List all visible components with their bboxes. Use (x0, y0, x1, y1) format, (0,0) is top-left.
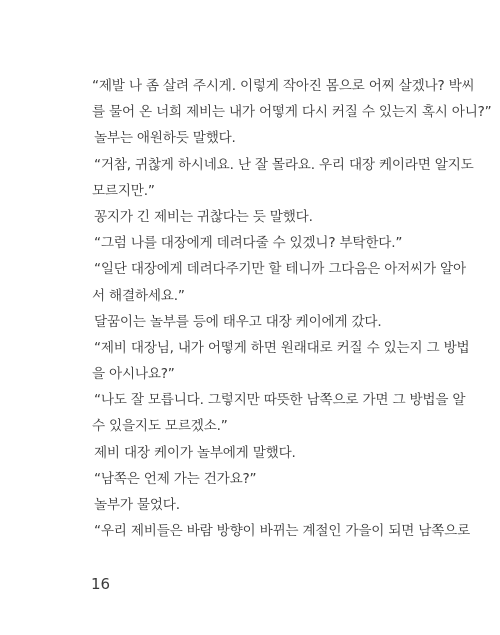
body-text (92, 73, 492, 544)
text-line: “일단 대장에게 데려다주기만 할 테니까 그다음은 아저씨가 알아 (94, 261, 466, 278)
text-line: 를 물어 온 너희 제비는 내가 어떻게 다시 커질 수 있는지 혹시 아니?” (92, 104, 492, 121)
text-line: 을 아시나요?” (92, 366, 175, 383)
text-line: 놀부는 애원하듯 말했다. (94, 130, 236, 147)
text-line: 꽁지가 긴 제비는 귀찮다는 듯 말했다. (94, 208, 313, 225)
text-line: 제비 대장 케이가 놀부에게 말했다. (94, 444, 296, 461)
text-line: “남쪽은 언제 가는 건가요?” (94, 470, 257, 487)
text-line: “제비 대장님, 내가 어떻게 하면 원래대로 커질 수 있는지 그 방법 (94, 339, 470, 356)
text-line: “제발 나 좀 살려 주시게. 이렇게 작아진 몸으로 어찌 살겠나? 박씨 (92, 78, 475, 94)
text-line: 모르지만.” (92, 182, 155, 199)
text-line: 서 해결하세요.” (92, 287, 185, 304)
text-line: “나도 잘 모릅니다. 그렇지만 따뜻한 남쪽으로 가면 그 방법을 알 (94, 392, 466, 409)
page-number: 16 (91, 575, 111, 593)
text-line: “우리 제비들은 바람 방향이 바뀌는 계절인 가을이 되면 남쪽으로 (94, 523, 471, 540)
text-line: 수 있을지도 모르겠소.” (92, 418, 228, 435)
text-line: “그럼 나를 대장에게 데려다줄 수 있겠니? 부탁한다.” (94, 235, 403, 252)
text-line: 달꿈이는 놀부를 등에 태우고 대장 케이에게 갔다. (94, 313, 382, 330)
text-line: “거참, 귀찮게 하시네요. 난 잘 몰라요. 우리 대장 케이라면 알지도 (94, 156, 474, 173)
text-line: 놀부가 물었다. (94, 497, 180, 513)
